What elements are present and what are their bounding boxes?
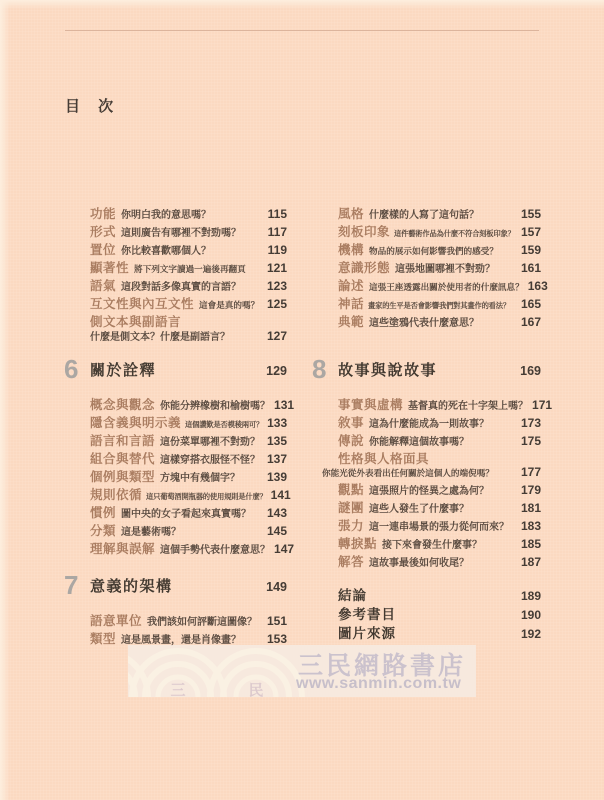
toc-entry: [90, 276, 287, 294]
toc-column-right: [312, 204, 553, 641]
toc-entry: [90, 395, 295, 413]
toc-entry: [90, 222, 287, 240]
entry-term: 功能: [90, 207, 117, 221]
toc-entry: [90, 467, 287, 485]
logo-char: 民: [248, 682, 264, 697]
entry-term: 謎團: [338, 501, 365, 515]
entry-term: 論述: [338, 279, 365, 293]
entry-page-number: 139: [266, 470, 287, 484]
toc-entry: [90, 312, 287, 343]
section-page-number: 129: [266, 364, 287, 378]
page-title: 目 次: [65, 98, 121, 116]
toc-entry: [338, 312, 541, 330]
toc-entry: [322, 449, 541, 480]
toc-entry: [90, 413, 287, 431]
entry-term: 側文本與副語言: [90, 315, 182, 329]
toc-entry: [338, 480, 541, 498]
entry-page-number: 137: [266, 452, 287, 466]
entry-term: 意識形態: [338, 261, 391, 275]
entry-subtitle: 這是藝術嗎？: [121, 527, 182, 538]
section-number: 8: [312, 354, 327, 384]
entry-page-number: 192: [520, 627, 541, 641]
entry-page-number: 121: [266, 261, 287, 275]
bookstore-watermark: [128, 645, 476, 697]
toc-entry: [338, 498, 541, 516]
entry-subtitle: 接下來會發生什麼事？: [382, 540, 483, 551]
entry-term: 語意單位: [90, 614, 143, 628]
entry-page-number: 127: [266, 329, 287, 343]
entry-page-number: 159: [520, 243, 541, 257]
entry-subtitle: 圖中央的女子看起來真實嗎？: [121, 509, 252, 520]
entry-subtitle: 這件藝術作品為什麼不符合刻板印象？: [394, 229, 515, 238]
toc-entry: [90, 611, 287, 629]
entry-page-number: 165: [520, 297, 541, 311]
entry-term: 神話: [338, 297, 365, 311]
toc-entry: [90, 258, 287, 276]
toc-entry: [338, 516, 541, 534]
entry-page-number: 181: [520, 501, 541, 515]
entry-subtitle: 這個手勢代表什麼意思？: [160, 545, 271, 556]
entry-subtitle: 這會是真的嗎？: [199, 300, 260, 310]
backmatter-title: 參考書目: [338, 607, 396, 622]
toc-entry: [90, 539, 295, 557]
entry-subtitle: 這樣穿搭衣服怪不怪？: [160, 455, 261, 466]
entry-subtitle: 這段對話多像真實的言語？: [121, 282, 242, 293]
backmatter-title: 結論: [338, 588, 367, 603]
entry-page-number: 171: [532, 398, 553, 412]
entry-term: 觀點: [338, 483, 365, 497]
entry-term: 置位: [90, 243, 117, 257]
entry-term: 分類: [90, 524, 117, 538]
toc-entry: [90, 204, 287, 222]
toc-entry: [338, 258, 541, 276]
entry-term: 張力: [338, 519, 365, 533]
entry-page-number: 175: [520, 434, 541, 448]
entry-term: 顯著性: [90, 261, 130, 275]
toc-entry: [338, 395, 553, 413]
section-page-number: 149: [266, 580, 287, 594]
entry-term: 隱含義與明示義: [90, 416, 182, 430]
entry-subtitle: 我們該如何評斷這圖像？: [147, 617, 258, 628]
entry-subtitle: 這只葡萄酒開瓶器的使用規則是什麼？: [146, 492, 267, 501]
entry-term: 性格與人格面具: [338, 452, 430, 466]
top-rule: [65, 30, 539, 31]
entry-page-number: 155: [520, 207, 541, 221]
entry-term: 轉捩點: [338, 537, 378, 551]
store-name-watermark: 三民網路書店: [298, 652, 467, 680]
entry-subtitle: 這張地圖哪裡不對勁？: [395, 264, 496, 275]
entry-term: 風格: [338, 207, 365, 221]
section-title: 意義的架構: [90, 578, 173, 595]
toc-entry: [338, 431, 541, 449]
entry-subtitle: 基督真的死在十字架上嗎？: [408, 401, 529, 412]
entry-term: 典範: [338, 315, 365, 329]
backmatter-entry: [338, 603, 541, 622]
toc-entry: [338, 552, 541, 570]
entry-page-number: 179: [520, 483, 541, 497]
entry-subtitle: 這為什麼能成為一則故事？: [369, 419, 490, 430]
logo-char: 三: [170, 682, 186, 697]
entry-subtitle: 什麼樣的人寫了這句話？: [369, 210, 480, 221]
entry-page-number: 115: [267, 207, 287, 221]
toc-entry: [338, 294, 541, 312]
entry-subtitle: 這些塗鴉代表什麼意思？: [369, 318, 480, 329]
entry-page-number: 173: [520, 416, 541, 430]
toc-entry: [90, 431, 287, 449]
entry-page-number: 153: [266, 632, 287, 646]
entry-subtitle: 這張王座透露出關於使用者的什麼訊息？: [369, 282, 524, 292]
entry-subtitle: 這是風景畫，還是肖像畫？: [121, 635, 242, 646]
entry-page-number: 177: [520, 465, 541, 479]
section-number: 6: [64, 354, 79, 384]
backmatter-entry: [338, 584, 541, 603]
section-title: 關於詮釋: [90, 362, 157, 379]
entry-subtitle: 你比較喜歡哪個人？: [121, 246, 212, 257]
entry-subtitle: 什麼是側文本？什麼是副語言？: [90, 332, 230, 343]
entry-subtitle: 這張照片的怪異之處為何？: [369, 486, 490, 497]
entry-term: 敘事: [338, 416, 365, 430]
toc-entry: [90, 629, 287, 647]
entry-term: 概念與觀念: [90, 398, 156, 412]
entry-subtitle: 物品的展示如何影響我們的感受？: [369, 246, 498, 256]
entry-subtitle: 方塊中有幾個字？: [160, 473, 241, 484]
toc-entry: [338, 413, 541, 431]
entry-subtitle: 你能光從外表看出任何關於這個人的端倪嗎？: [322, 468, 494, 478]
entry-subtitle: 這故事最後如何收尾？: [369, 558, 470, 569]
entry-subtitle: 畫家的生平是否會影響我們對其畫作的看法？: [368, 301, 510, 310]
entry-page-number: 145: [266, 524, 287, 538]
toc-column-left: [64, 204, 295, 647]
entry-term: 規則依循: [90, 488, 143, 502]
entry-page-number: 125: [266, 297, 287, 311]
entry-page-number: 163: [527, 279, 548, 293]
entry-subtitle: 這些人發生了什麼事？: [369, 504, 470, 515]
entry-term: 個例與類型: [90, 470, 156, 484]
entry-term: 語氣: [90, 279, 117, 293]
entry-page-number: 147: [274, 542, 295, 556]
entry-page-number: 157: [520, 225, 541, 239]
page-edge-shading: [0, 0, 604, 9]
entry-page-number: 161: [520, 261, 541, 275]
entry-term: 機構: [338, 243, 365, 257]
entry-subtitle: 將下列文字讀過一遍後再翻頁: [134, 264, 246, 274]
entry-term: 組合與替代: [90, 452, 156, 466]
entry-page-number: 189: [520, 589, 541, 603]
toc-entry: [338, 204, 541, 222]
entry-term: 刻板印象: [338, 225, 391, 239]
section-title: 故事與說故事: [338, 362, 438, 379]
entry-page-number: 167: [520, 315, 541, 329]
toc-entry: [90, 449, 287, 467]
entry-page-number: 151: [266, 614, 287, 628]
entry-subtitle: 你明白我的意思嗎？: [121, 210, 212, 221]
entry-subtitle: 這則廣告有哪裡不對勁嗎？: [121, 228, 242, 239]
page-edge-shading: [0, 0, 10, 800]
entry-page-number: 133: [267, 416, 288, 430]
section-header: [312, 354, 541, 384]
toc-entry: [338, 222, 541, 240]
entry-page-number: 183: [520, 519, 541, 533]
entry-term: 事實與虛構: [338, 398, 404, 412]
entry-page-number: 187: [520, 555, 541, 569]
backmatter-entry: [338, 622, 541, 641]
toc-entry: [90, 485, 291, 503]
entry-term: 互文性與內互文性: [90, 297, 195, 311]
section-header: [64, 354, 287, 384]
entry-page-number: 117: [267, 225, 287, 239]
entry-subtitle: 這份菜單哪裡不對勁？: [160, 437, 261, 448]
entry-subtitle: 你能解釋這個故事嗎？: [369, 437, 470, 448]
backmatter-title: 圖片來源: [338, 626, 396, 641]
section-page-number: 169: [520, 364, 541, 378]
entry-page-number: 119: [267, 243, 287, 257]
entry-subtitle: 這一連串場景的張力從何而來？: [369, 522, 510, 533]
toc-entry: [90, 240, 287, 258]
section-header: [64, 570, 287, 600]
entry-term: 形式: [90, 225, 117, 239]
toc-entry: [338, 240, 541, 258]
entry-term: 解答: [338, 555, 365, 569]
toc-entry: [338, 276, 548, 294]
entry-page-number: 131: [274, 398, 295, 412]
entry-term: 類型: [90, 632, 117, 646]
entry-page-number: 143: [266, 506, 287, 520]
entry-subtitle: 這個讚歎是否模稜兩可？: [185, 420, 264, 429]
entry-page-number: 135: [266, 434, 287, 448]
entry-page-number: 141: [270, 488, 291, 502]
section-number: 7: [64, 570, 79, 600]
toc-entry: [90, 503, 287, 521]
entry-page-number: 123: [266, 279, 287, 293]
entry-page-number: 185: [520, 537, 541, 551]
toc-entry: [90, 521, 287, 539]
toc-entry: [90, 294, 287, 312]
entry-term: 傳說: [338, 434, 365, 448]
store-url-watermark: www.sanmin.com.tw: [296, 675, 462, 692]
entry-term: 語言和言語: [90, 434, 156, 448]
entry-term: 慣例: [90, 506, 117, 520]
entry-subtitle: 你能分辨橡樹和榆樹嗎？: [160, 401, 271, 412]
entry-term: 理解與誤解: [90, 542, 156, 556]
toc-entry: [338, 534, 541, 552]
entry-page-number: 190: [520, 608, 541, 622]
